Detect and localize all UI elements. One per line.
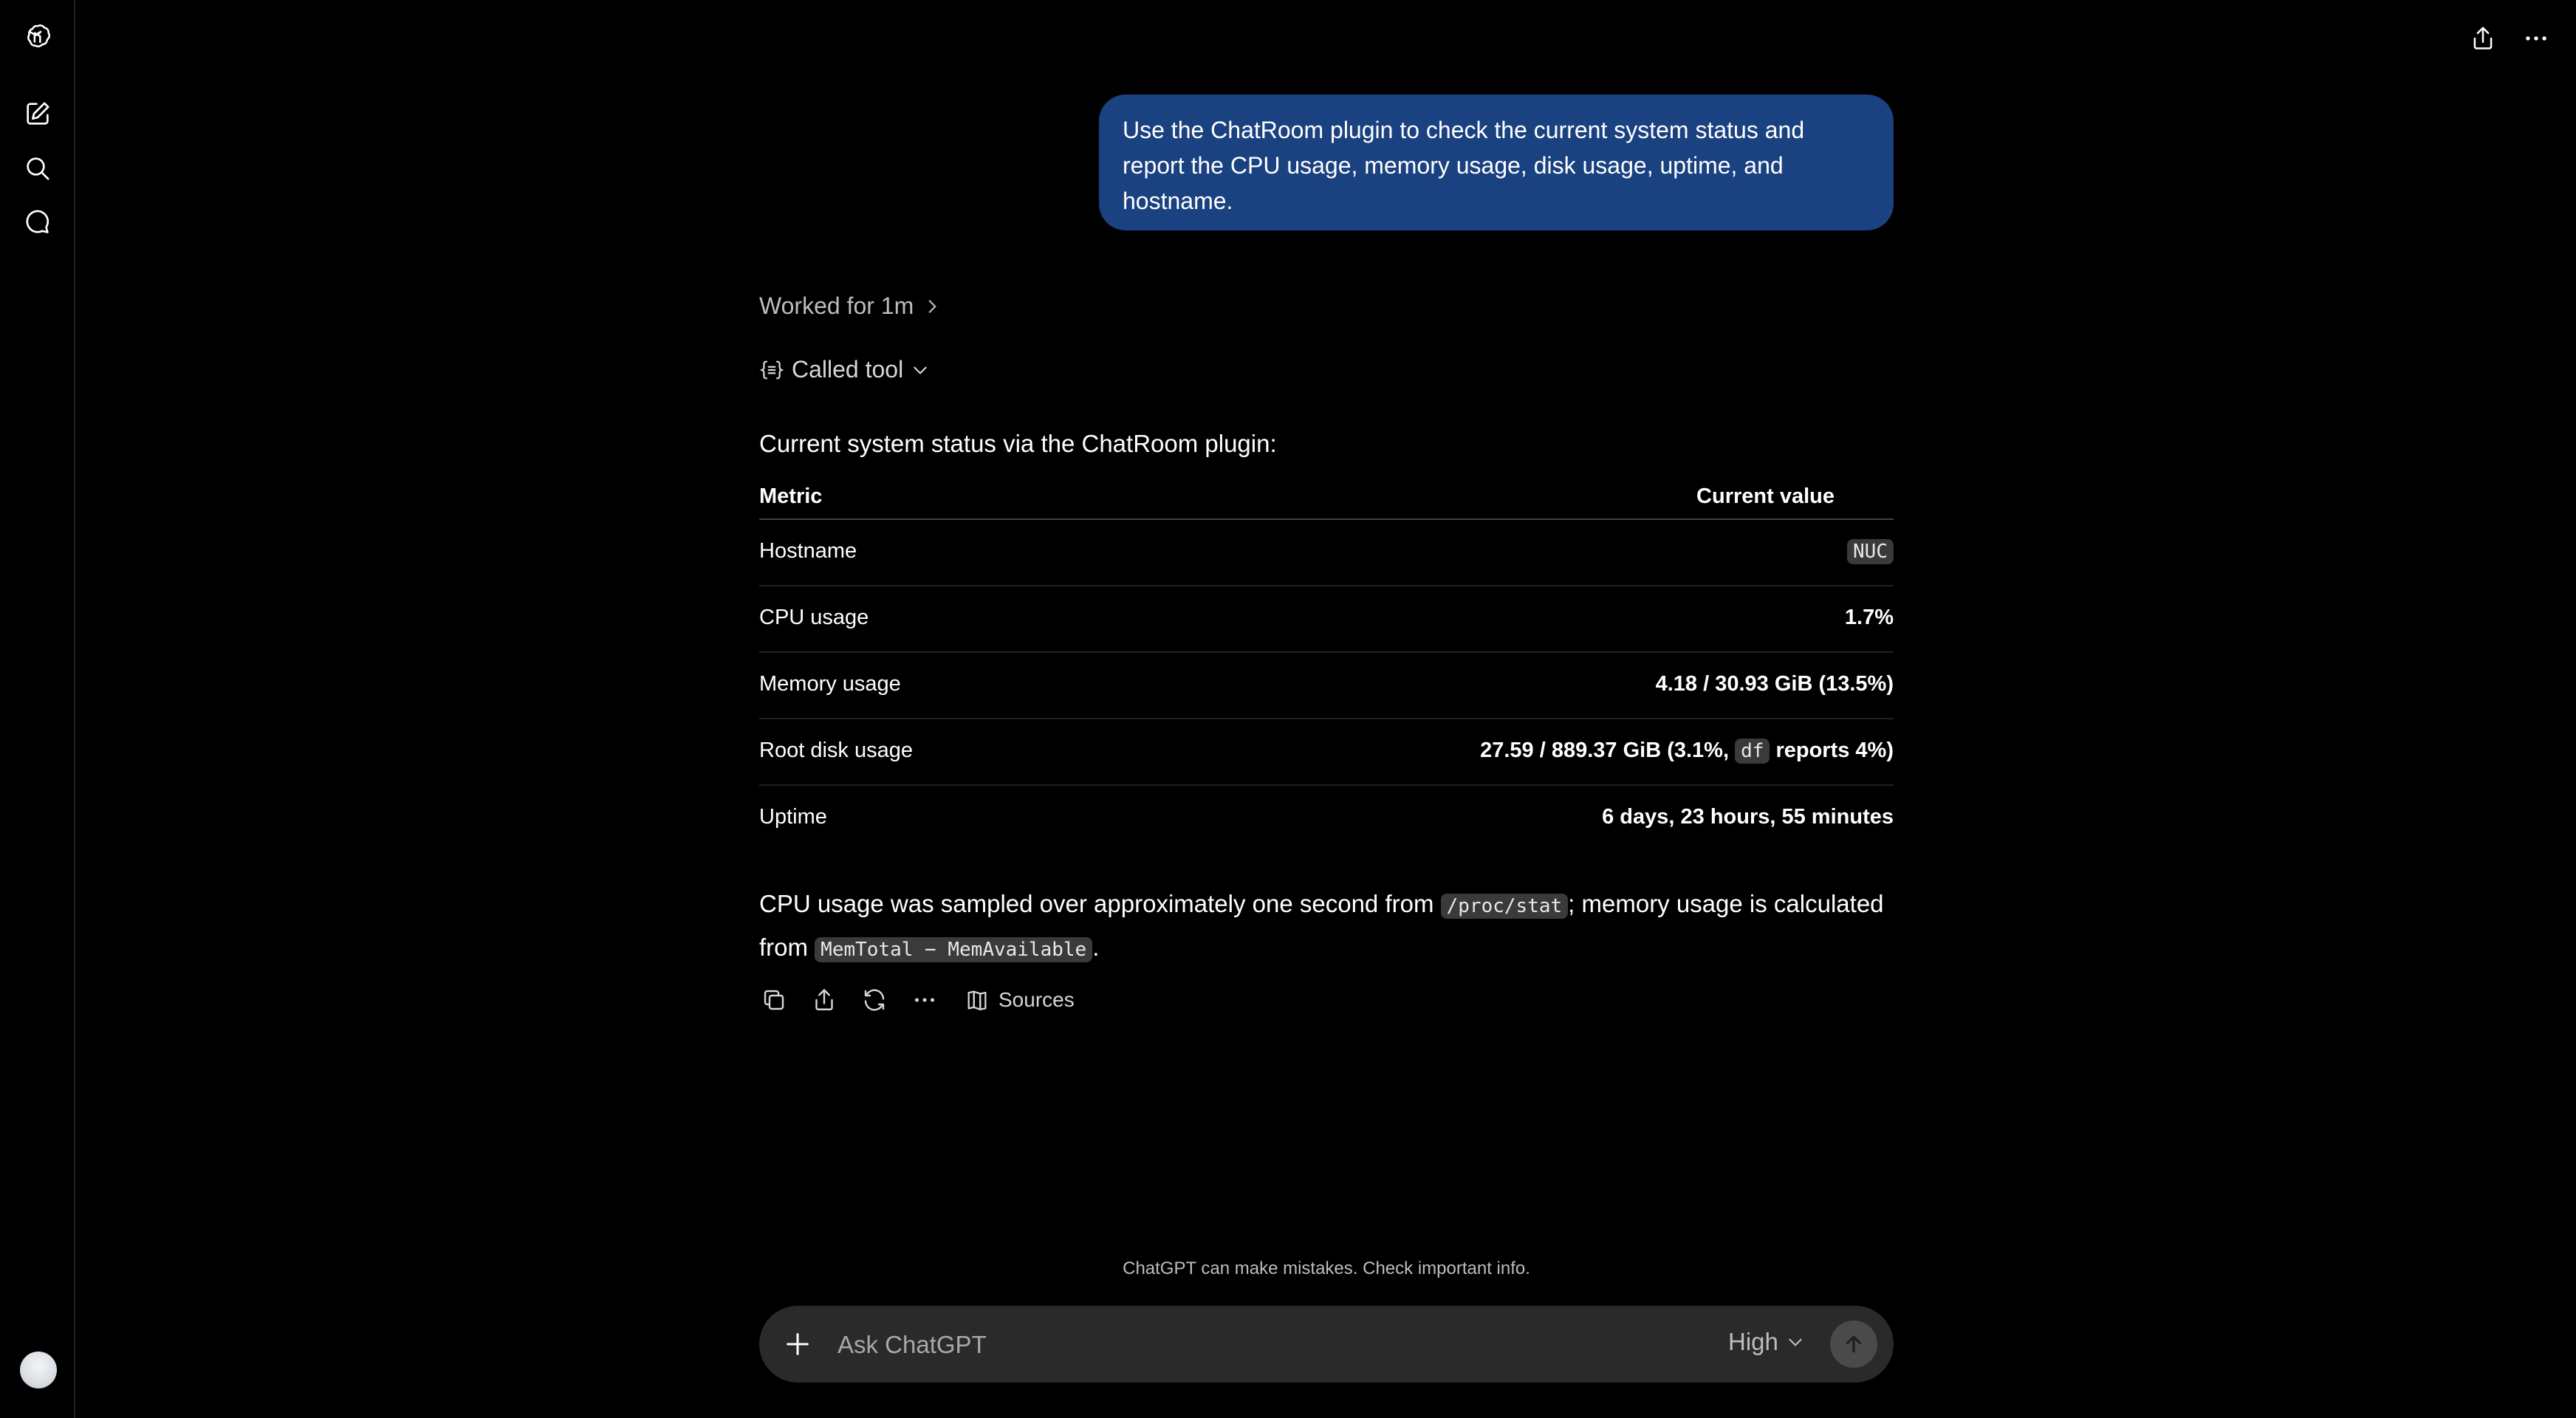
value-memory: 4.18 / 30.93 GiB (13.5%) bbox=[1655, 672, 1894, 696]
message-actions bbox=[759, 985, 1075, 1015]
value-disk bbox=[1480, 739, 1894, 763]
regenerate-icon[interactable] bbox=[860, 985, 889, 1015]
more-icon[interactable] bbox=[910, 985, 939, 1015]
chevron-down-icon bbox=[1786, 1332, 1805, 1352]
table-row bbox=[759, 586, 1894, 653]
header-current-value: Current value bbox=[1696, 484, 1835, 508]
value-cpu: 1.7% bbox=[1844, 606, 1894, 629]
share-icon[interactable] bbox=[809, 985, 839, 1015]
disk-value-post: reports 4%) bbox=[1775, 739, 1894, 762]
note-part-3: . bbox=[1092, 934, 1100, 961]
metric-cpu: CPU usage bbox=[759, 606, 869, 629]
worked-for-toggle[interactable] bbox=[759, 292, 942, 320]
table-row bbox=[759, 520, 1894, 586]
reasoning-mode-select[interactable] bbox=[1728, 1328, 1805, 1356]
status-table bbox=[759, 480, 1894, 851]
table-row bbox=[759, 653, 1894, 719]
book-icon bbox=[965, 987, 990, 1013]
value-hostname bbox=[1847, 539, 1894, 564]
metric-memory: Memory usage bbox=[759, 672, 901, 696]
chevron-right-icon bbox=[922, 297, 942, 316]
table-row bbox=[759, 786, 1894, 851]
note-part-1: CPU usage was sampled over approximately one second from bbox=[759, 890, 1434, 917]
called-tool-toggle[interactable] bbox=[759, 356, 930, 383]
new-chat-icon[interactable] bbox=[20, 96, 55, 131]
hostname-code: NUC bbox=[1847, 539, 1894, 564]
called-tool-label: Called tool bbox=[792, 356, 904, 383]
sources-button[interactable] bbox=[965, 987, 1075, 1013]
mode-label: High bbox=[1728, 1328, 1778, 1355]
metric-uptime: Uptime bbox=[759, 805, 827, 829]
user-avatar[interactable] bbox=[20, 1352, 57, 1388]
more-options-icon[interactable] bbox=[2518, 21, 2554, 56]
response-note bbox=[759, 883, 1897, 970]
disk-value-pre: 27.59 / 889.37 GiB (3.1%, bbox=[1480, 739, 1730, 762]
disclaimer: ChatGPT can make mistakes. Check important info. bbox=[1123, 1258, 1530, 1278]
openai-logo-icon[interactable] bbox=[20, 19, 55, 55]
add-attachment-button[interactable] bbox=[780, 1326, 815, 1362]
df-code: df bbox=[1735, 739, 1770, 764]
arrow-up-icon bbox=[1841, 1332, 1866, 1357]
plus-icon bbox=[783, 1329, 812, 1359]
proc-stat-code: /proc/stat bbox=[1441, 894, 1569, 919]
chevron-down-icon bbox=[911, 360, 930, 380]
share-icon[interactable] bbox=[2465, 21, 2501, 56]
metric-disk: Root disk usage bbox=[759, 739, 913, 762]
header-metric: Metric bbox=[759, 484, 823, 508]
metric-hostname: Hostname bbox=[759, 539, 857, 563]
send-button[interactable] bbox=[1830, 1321, 1877, 1368]
table-row bbox=[759, 719, 1894, 786]
sidebar bbox=[0, 0, 75, 1418]
response-intro: Current system status via the ChatRoom plugin: bbox=[759, 430, 1277, 457]
note-part-2: ; memory usage is calculated from bbox=[759, 890, 1884, 961]
user-message-bubble: Use the ChatRoom plugin to check the current system status and report the CPU usage, memory usage, disk usage, uptime, and hostname. bbox=[1099, 95, 1894, 230]
tool-braces-icon bbox=[759, 357, 784, 383]
chats-icon[interactable] bbox=[20, 204, 55, 239]
worked-for-label: Worked for 1m bbox=[759, 292, 914, 319]
memtotal-code: MemTotal − MemAvailable bbox=[815, 937, 1092, 962]
composer bbox=[759, 1306, 1894, 1383]
chat-input[interactable] bbox=[836, 1322, 1578, 1368]
copy-icon[interactable] bbox=[759, 985, 789, 1015]
value-uptime: 6 days, 23 hours, 55 minutes bbox=[1602, 805, 1894, 829]
sources-label: Sources bbox=[998, 988, 1075, 1011]
search-icon[interactable] bbox=[20, 151, 55, 186]
table-header bbox=[759, 480, 1894, 520]
